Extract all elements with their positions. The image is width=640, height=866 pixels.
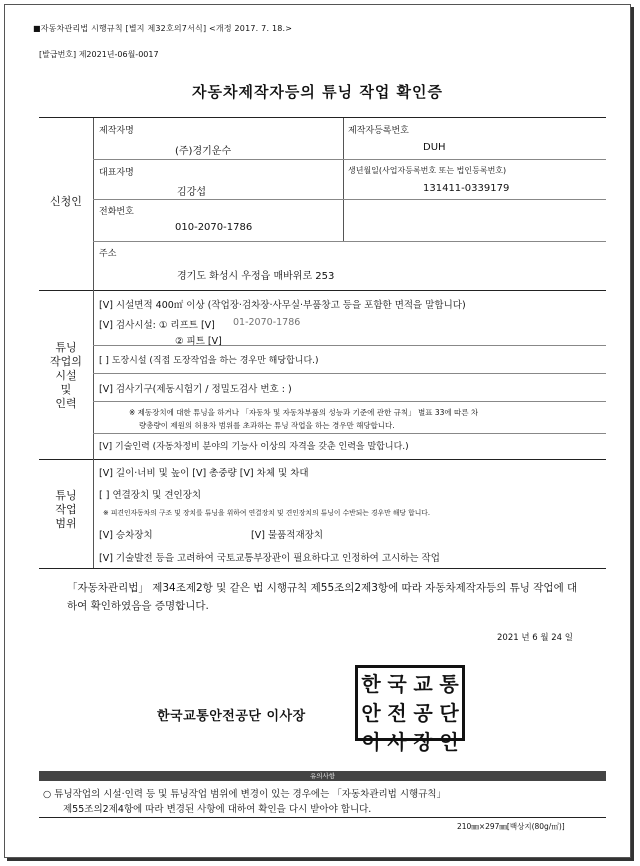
facilities-label-line: 작업의 [50, 355, 82, 368]
facilities-label-line: 인력 [55, 397, 77, 410]
scope-bottom-border [39, 568, 606, 569]
notice-line-1: ○ 튜닝작업의 시설·인력 등 및 튜닝작업 범위에 변경이 있는 경우에는 「자동차관리법 시행규칙」 [43, 789, 447, 800]
applicant-section-label: 신청인 [50, 195, 82, 208]
row-divider [93, 159, 606, 160]
issue-date: 2021 년 6 월 24 일 [497, 633, 573, 643]
inspection-facility-1: [V] 검사시설: ① 리프트 [V] [99, 320, 215, 331]
technical-personnel: [V] 기술인력 (자동차정비 분야의 기능사 이상의 자격을 갖춘 인력을 말합니다.) [99, 442, 409, 452]
facility-area: [V] 시설면적 400㎡ 이상 (작업장·검차장·사무실·부품창고 등을 포함한 면적을 말합니다) [99, 300, 466, 311]
row-divider [93, 241, 606, 242]
facilities-label-line: 시설 [55, 369, 77, 382]
maker-reg-value: DUH [423, 142, 446, 153]
seal-char: 인 [439, 730, 459, 754]
section-divider [93, 118, 94, 568]
equipment-note-2: 량총량이 제원의 허용차 범위를 초과하는 튜닝 작업을 하는 경우만 해당합니다. [139, 421, 395, 430]
scope-row-2: [ ] 연결장치 및 견인장치 [99, 490, 202, 501]
seal-char: 한 [361, 672, 381, 696]
seal-char: 통 [439, 672, 459, 696]
certification-text: 「자동차관리법」 제34조제2항 및 같은 법 시행규칙 제55조의2제3항에 따라 자동차제작자등의 튜닝 작업에 대하여 확인하였음을 증명합니다. [67, 582, 578, 612]
scope-label-line: 작업 [55, 503, 77, 516]
address-value: 경기도 화성시 우정읍 매바위로 253 [177, 271, 335, 282]
notice-header-bar: 유의사항 [39, 771, 606, 781]
birth-value: 131411-0339179 [423, 183, 510, 194]
seal-char: 전 [387, 701, 407, 725]
facilities-section-label [39, 341, 93, 411]
maker-name-value: (주)경기운수 [175, 146, 232, 157]
applicant-bottom-border [39, 290, 606, 291]
seal-char: 이 [361, 730, 381, 754]
paint-facility: [ ] 도장시설 (직접 도장작업을 하는 경우만 해당합니다.) [99, 356, 319, 366]
row-divider [93, 401, 606, 402]
issuing-authority: 한국교통안전공단 이사장 [157, 709, 306, 724]
scope-row-3b: [V] 물품적재장치 [251, 530, 323, 541]
phone-label: 전화번호 [99, 207, 134, 217]
maker-reg-label: 제작자등록번호 [348, 126, 409, 136]
issue-number: [발급번호] 제2021년-06월-0017 [39, 50, 159, 59]
facilities-label-line: 튜닝 [55, 341, 77, 354]
table-top-border [39, 117, 606, 118]
row-divider [93, 199, 606, 200]
official-seal [355, 665, 465, 754]
representative-label: 대표자명 [99, 168, 134, 178]
seal-char: 국 [387, 672, 407, 696]
representative-value: 김강섭 [177, 187, 206, 198]
scope-label-line: 범위 [55, 517, 77, 530]
certificate-page [4, 4, 631, 858]
scope-row-2-note: ※ 피견인자동차의 구조 및 장치를 튜닝을 위하여 연결장치 및 견인장치의 튜닝이 수반되는 경우만 해당 합니다. [103, 509, 430, 517]
scope-row-1: [V] 길이·너비 및 높이 [V] 총중량 [V] 차체 및 차대 [99, 468, 309, 479]
applicant-column-divider [343, 118, 344, 241]
row-divider [93, 373, 606, 374]
facilities-bottom-border [39, 459, 606, 460]
seal-char: 교 [413, 672, 433, 696]
phone-value: 010-2070-1786 [175, 222, 253, 233]
seal-char: 장 [413, 730, 433, 754]
equipment-note-1: ※ 제동장치에 대한 튜닝을 하거나 「자동차 및 자동차부품의 성능과 기준에 관한 규칙」 별표 33에 따른 차 [129, 408, 479, 417]
maker-name-label: 제작자명 [99, 126, 134, 136]
notice-line-2: 제55조의2제4항에 따라 변경된 사항에 대하여 확인을 다시 받아야 합니다. [63, 804, 372, 815]
scope-row-3a: [V] 승차장치 [99, 530, 153, 541]
birth-label: 생년월일(사업자등록번호 또는 법인등록번호) [348, 166, 507, 175]
seal-char: 공 [413, 701, 433, 725]
seal-char: 단 [439, 701, 459, 725]
inspection-facility-2: ② 피트 [V] [175, 336, 222, 347]
seal-char: 안 [361, 701, 381, 725]
document-title: 자동차제작자등의 튜닝 작업 확인증 [191, 83, 444, 101]
row-divider [93, 345, 606, 346]
test-equipment: [V] 검사기구(제동시험기 / 정밀도검사 번호 : ) [99, 384, 292, 395]
bottom-border [39, 817, 606, 818]
scope-label-line: 튜닝 [55, 489, 77, 502]
scope-row-4: [V] 기술발전 등을 고려하여 국토교통부장관이 필요하다고 인정하여 고시하는 작업 [99, 553, 440, 564]
paper-size: 210㎜×297㎜[백상지(80g/㎡)] [457, 822, 565, 831]
scope-section-label [39, 489, 93, 531]
seal-char: 사 [387, 730, 407, 754]
inspection-overlay-text: 01-2070-1786 [233, 317, 301, 328]
facilities-label-line: 및 [60, 383, 72, 396]
form-header: ■자동차관리법 시행규칙 [별지 제32호의7서식] <개정 2017. 7. 18.> [33, 24, 293, 33]
row-divider [93, 433, 606, 434]
address-label: 주소 [99, 249, 117, 259]
